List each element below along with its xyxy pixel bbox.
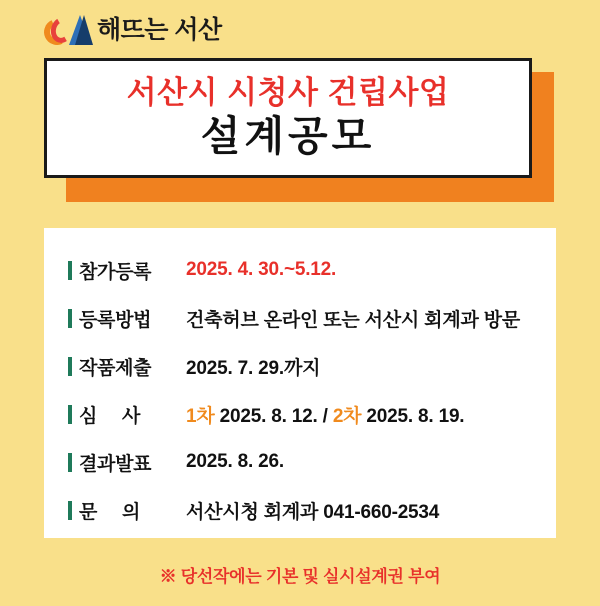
info-row-value	[186, 401, 464, 428]
info-row-label	[68, 353, 186, 380]
review-stage-1-date: 2025. 8. 12. /	[214, 405, 333, 427]
bullet-bar-icon	[68, 501, 72, 520]
info-row	[68, 246, 532, 294]
info-row-value: 건축허브 온라인 또는 서산시 회계과 방문	[186, 309, 521, 331]
info-row	[68, 294, 532, 342]
info-row	[68, 390, 532, 438]
bullet-bar-icon	[68, 453, 72, 472]
info-label-text: 결과발표	[79, 453, 152, 475]
info-label-text: 문 의	[79, 501, 141, 523]
bullet-bar-icon	[68, 405, 72, 424]
brand-logo-text: 해뜨는 서산	[97, 15, 222, 44]
info-panel	[44, 228, 556, 538]
info-row-value: 2025. 4. 30.~5.12.	[186, 259, 337, 280]
info-label-text: 작품제출	[79, 357, 152, 379]
brand-logo	[44, 10, 222, 50]
bullet-bar-icon	[68, 357, 72, 376]
review-stage-2-label: 2차	[332, 405, 362, 427]
info-row-label	[68, 497, 186, 524]
sunrise-logo-icon	[44, 13, 90, 47]
bullet-bar-icon	[68, 261, 72, 280]
info-label-text: 참가등록	[79, 261, 152, 283]
info-row-value: 서산시청 회계과 041-660-2534	[186, 501, 440, 523]
bullet-bar-icon	[68, 309, 72, 328]
info-row-label	[68, 401, 186, 428]
info-row	[68, 342, 532, 390]
info-row-label	[68, 257, 186, 284]
info-label-text: 심 사	[79, 405, 141, 427]
footer-note: ※ 당선작에는 기본 및 실시설계권 부여	[159, 567, 441, 586]
title-card	[44, 58, 532, 178]
info-row-value: 2025. 8. 26.	[186, 451, 284, 472]
info-label-text: 등록방법	[79, 309, 152, 331]
info-row	[68, 486, 532, 534]
title-main: 설계공모	[200, 113, 376, 160]
info-row-label	[68, 305, 186, 332]
info-row-label	[68, 449, 186, 476]
info-row-value: 2025. 7. 29.까지	[186, 357, 321, 379]
review-stage-1-label: 1차	[186, 405, 215, 427]
title-subject: 서산시 시청사 건립사업	[126, 74, 450, 110]
review-stage-2-date: 2025. 8. 19.	[361, 405, 465, 427]
info-row	[68, 438, 532, 486]
